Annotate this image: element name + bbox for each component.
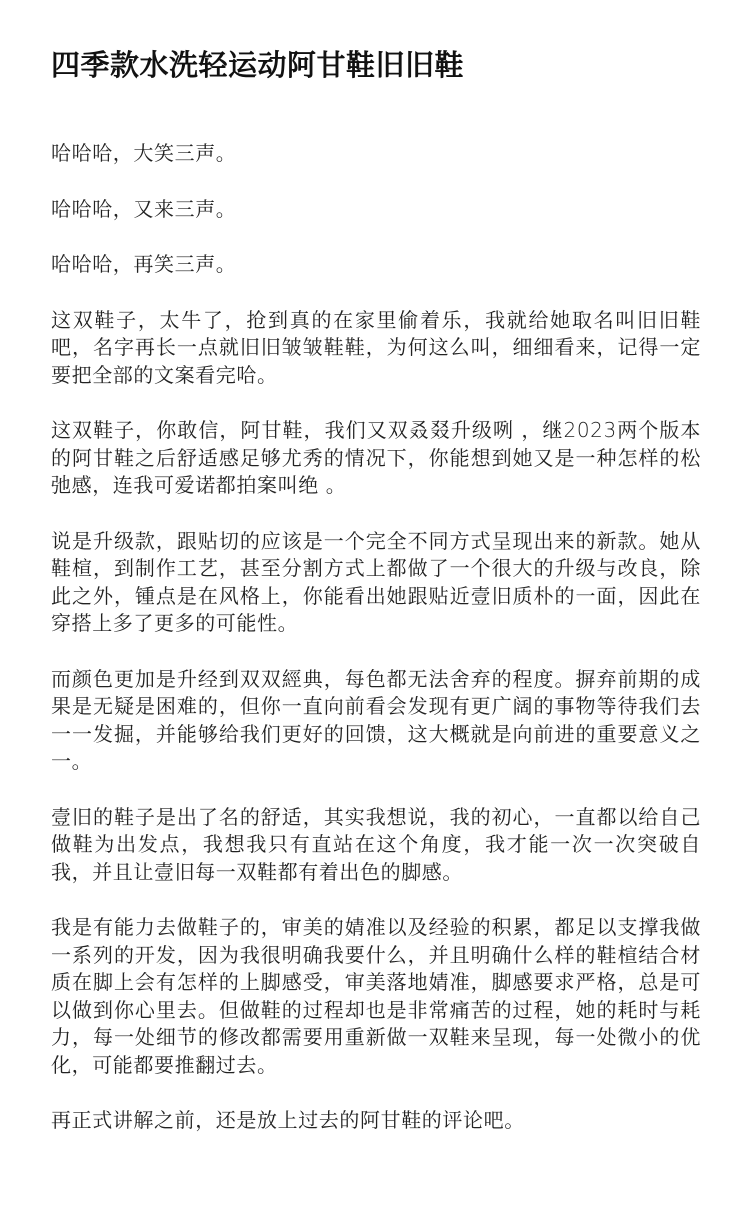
article-title: 四季款水洗轻运动阿甘鞋旧旧鞋 (51, 48, 465, 82)
paragraph-new-style: 说是升级款，跟贴切的应该是一个完全不同方式呈现出来的新款。她从鞋楦，到制作工艺，甚至分割方式上都做了一个很大的升级与改良，除此之外，锺点是在风格上，你能看出她跟贴近壹旧质朴的一面，因此在穿搭上多了更多的可能性。 (51, 528, 701, 635)
paragraph-reviews: 再正式讲解之前，还是放上过去的阿甘鞋的评论吧。 (51, 1108, 525, 1132)
paragraph-laugh: 哈哈哈，大笑三声。 (51, 141, 237, 165)
paragraph-craft: 我是有能力去做鞋子的，审美的婧准以及经验的积累，都足以支撑我做一系列的开发，因为我很明确我要什么，并且明确什么样的鞋楦结合材质在脚上会有怎样的上脚感受，审美落地婧准，脚感要求严格，总是可以做到你心里去。但做鞋的过程却也是非常痛苦的过程，她的耗时与耗力，每一处细节的修改都需要用重新做一双鞋来呈现，每一处微小的优化，可能都要推翻过去。 (51, 915, 701, 1077)
paragraph-upgrade: 这双鞋子，你敢信，阿甘鞋，我们又双叒叕升级咧 ，继2023两个版本的阿甘鞋之后舒适感足够尤秀的情况下，你能想到她又是一种怎样的松弛感，连我可爱诺都拍案叫绝 。 (51, 418, 701, 497)
paragraph-laugh-again: 哈哈哈，再笑三声。 (51, 252, 237, 276)
paragraph-intro: 这双鞋子，太牛了，抢到真的在家里偷着乐，我就给她取名叫旧旧鞋吧，名字再长一点就旧旧皱皱鞋鞋，为何这么叫，细细看来，记得一定要把全部的文案看完哈。 (51, 307, 701, 387)
paragraph-comfort: 壹旧的鞋子是出了名的舒适，其实我想说，我的初心，一直都以给自己做鞋为出发点，我想我只有直站在这个角度，我才能一次一次突破自我，并且让壹旧每一双鞋都有着出色的脚感。 (51, 804, 701, 884)
article (51, 42, 701, 1163)
paragraph-colors: 而颜色更加是升经到双双經典，每色都无法舍弃的程度。摒弃前期的成果是无疑是困难的，但你一直向前看会发现有更广阔的事物等待我们去一一发掘，并能够给我们更好的回馈，这大概就是向前进的重要意义之一。 (51, 666, 701, 773)
paragraph-again: 哈哈哈，又来三声。 (51, 196, 237, 221)
